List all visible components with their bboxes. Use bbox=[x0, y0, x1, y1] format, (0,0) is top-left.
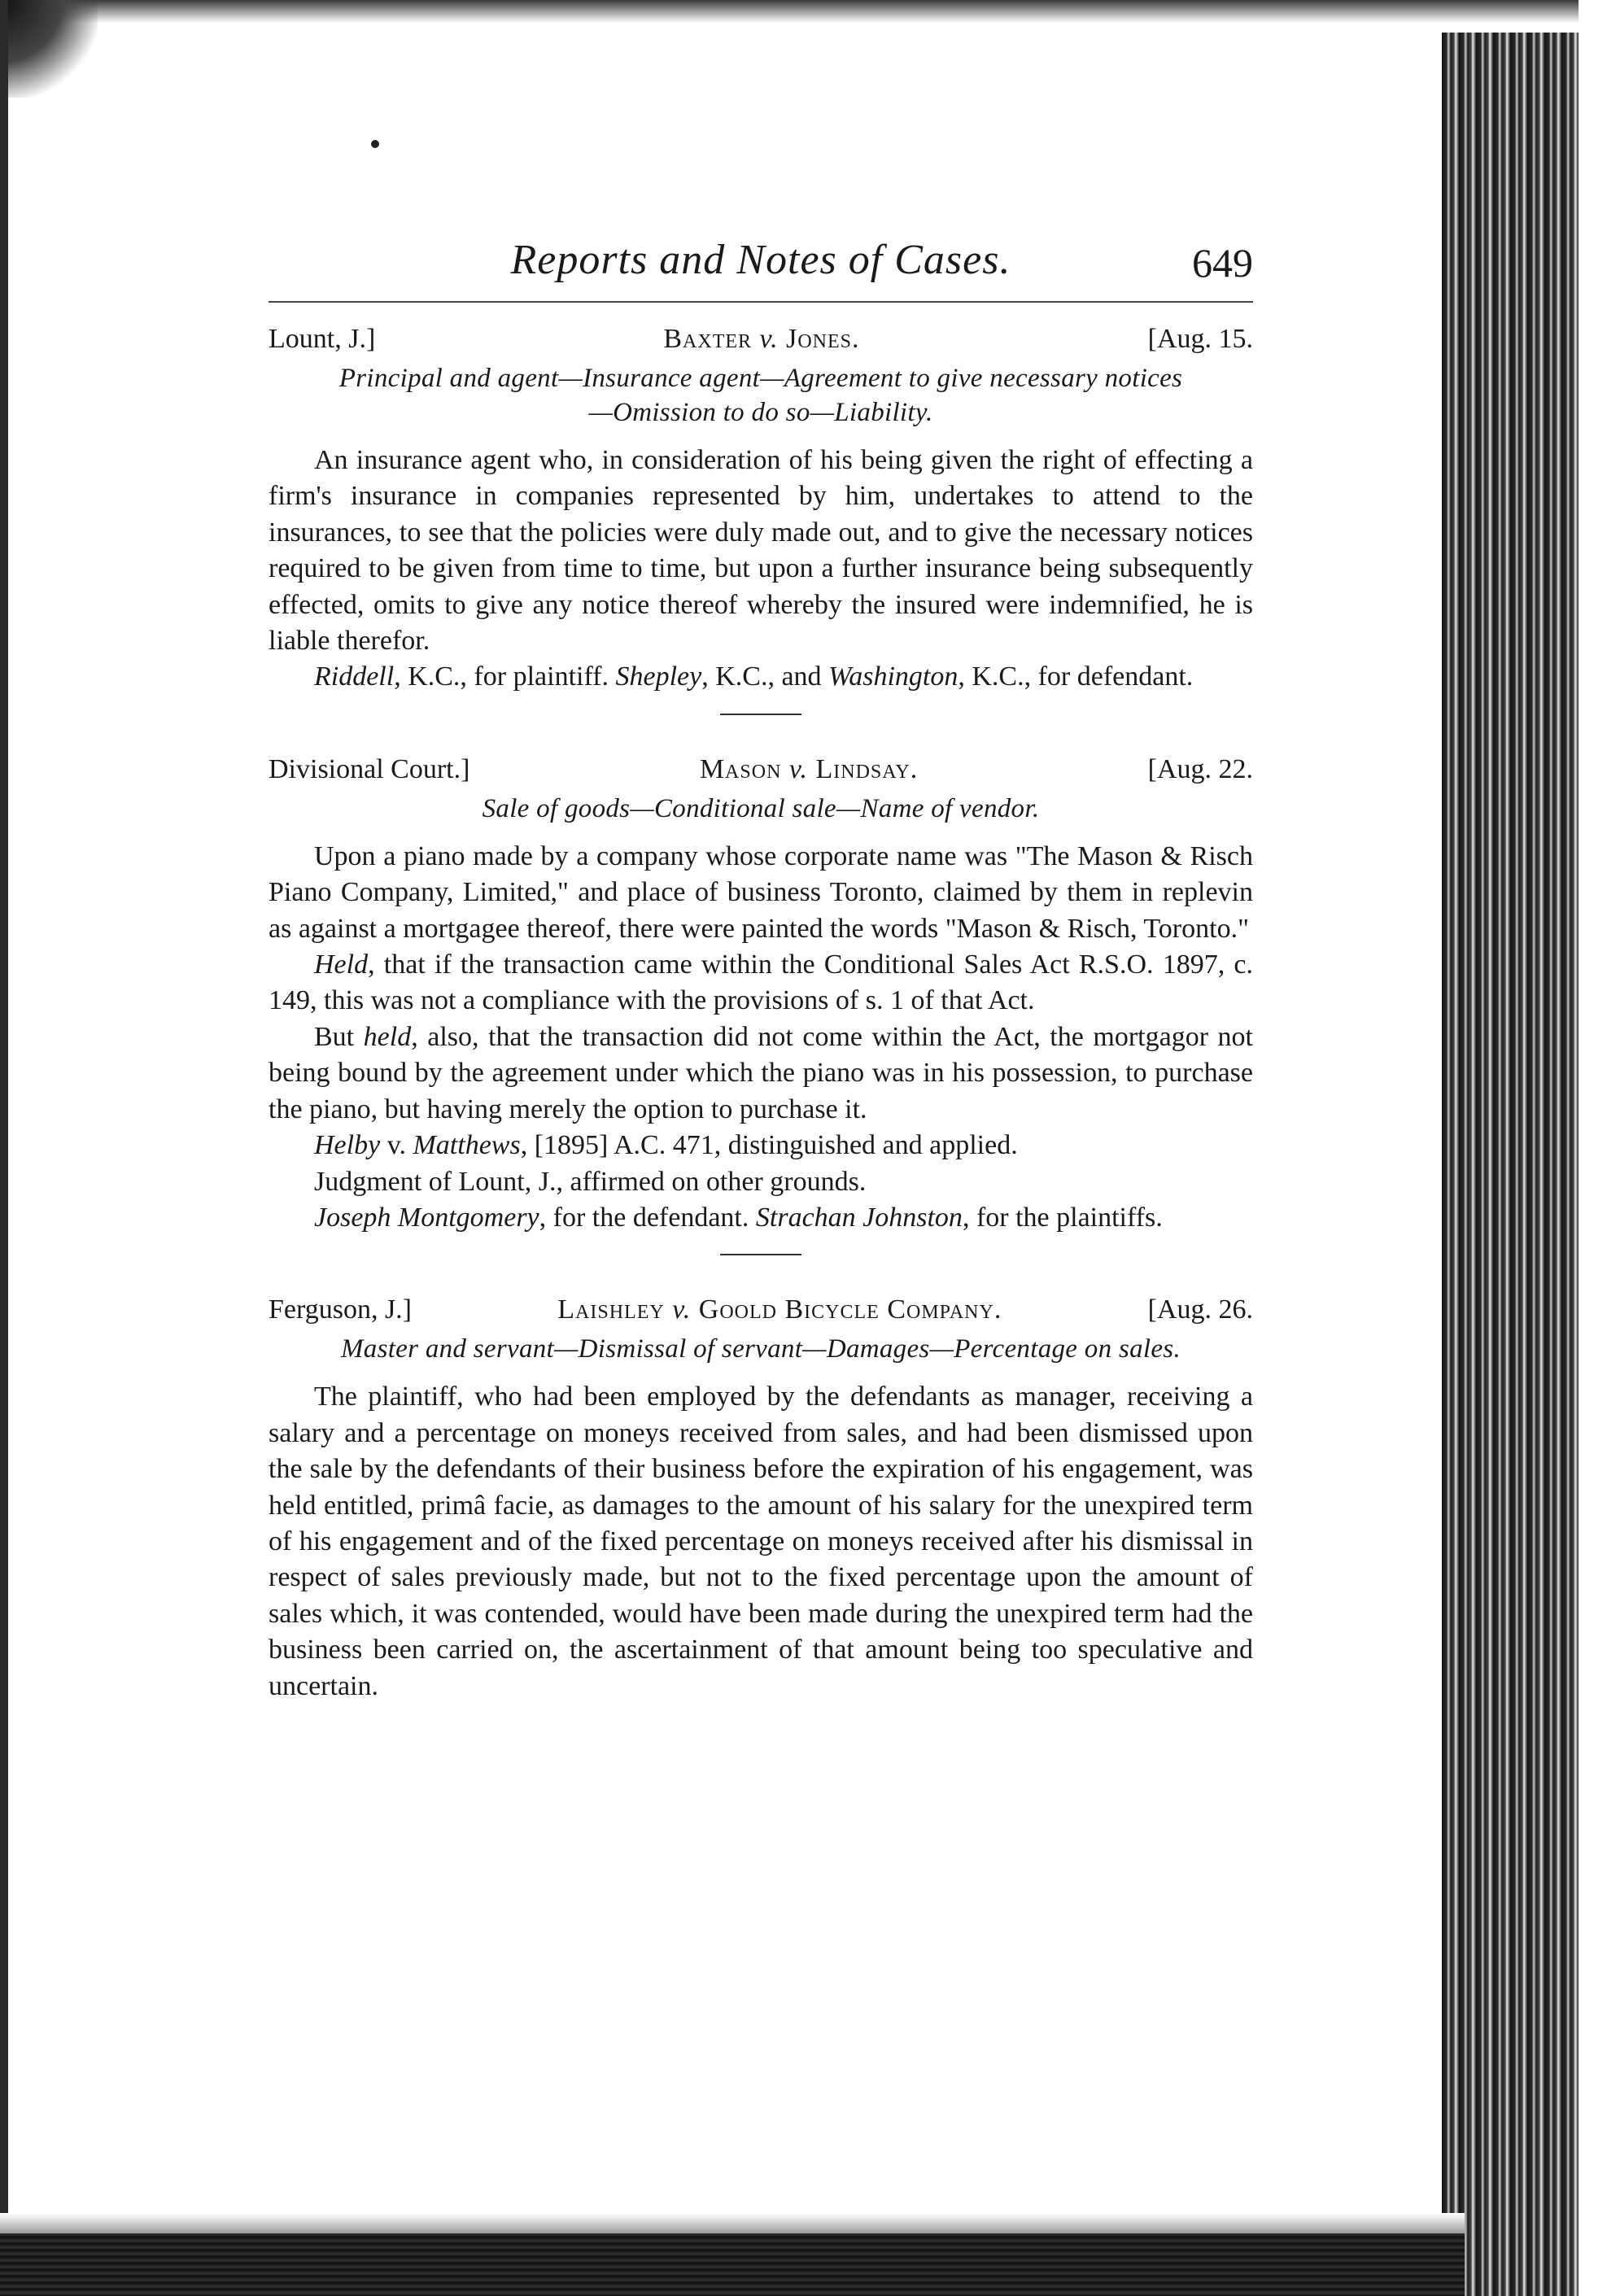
citation-text: , [1895] A.C. 471, distinguished and applied. bbox=[520, 1130, 1018, 1161]
case-holding bbox=[269, 1019, 1253, 1128]
case-parties bbox=[663, 324, 859, 355]
scan-top-edge bbox=[0, 0, 1607, 23]
counsel-text: , K.C., and bbox=[701, 661, 829, 692]
case-heading bbox=[269, 754, 1253, 785]
counsel-name: Washington bbox=[828, 661, 959, 692]
counsel-text: , K.C., for defendant. bbox=[958, 661, 1194, 692]
case-counsel bbox=[269, 1200, 1253, 1236]
citation-text: v. bbox=[380, 1130, 413, 1161]
case-parties bbox=[557, 1294, 1002, 1325]
running-title: Reports and Notes of Cases. bbox=[510, 237, 1011, 283]
cited-party: Helby bbox=[314, 1130, 381, 1161]
counsel-name: Riddell bbox=[314, 661, 395, 692]
party-plaintiff: Mason bbox=[699, 753, 782, 784]
versus: v. bbox=[672, 1294, 692, 1325]
case-citation bbox=[269, 1128, 1253, 1163]
counsel-text: , K.C., for plaintiff. bbox=[394, 661, 616, 692]
case-summary: The plaintiff, who had been employed by the defendants as manager, receiving a salary and a percentage on moneys received from sales, and had been dismissed upon the sale by the defendants of their business before the expiration of his engagement, was held entitled, primâ facie, as damages to the amount of his salary for the unexpired term of his engagement and of the fixed percentage on moneys received after his dismissal in respect of sales previously made, but not to the fixed percentage upon the amount of sales which, it was contended, would have been made during the unexpired term had the business been carried on, the ascertainment of that amount being too speculative and uncertain. bbox=[269, 1382, 1253, 1701]
holding-text: , also, that the transaction did not come within the Act, the mortgagor not being bound by the agreement under which the piano was in his possession, to purchase the piano, but having merely the option to purchase it. bbox=[269, 1021, 1254, 1124]
case-judge: Ferguson, J.] bbox=[269, 1294, 412, 1325]
catchwords-line: —Omission to do so—Liability. bbox=[588, 398, 933, 427]
page-number: 649 bbox=[1192, 240, 1253, 286]
case-laishley-v-goold bbox=[269, 1294, 1253, 1705]
page-body bbox=[269, 228, 1253, 1705]
running-head bbox=[269, 228, 1253, 293]
case-heading bbox=[269, 1294, 1253, 1325]
counsel-text: , for the defendant. bbox=[539, 1202, 756, 1233]
case-date: [Aug. 26. bbox=[1147, 1294, 1253, 1325]
case-divider bbox=[720, 714, 801, 715]
holding-text: , that if the transaction came within the Conditional Sales Act R.S.O. 1897, c. 149, this was not a compliance with the provisions of s. 1 of that Act. bbox=[269, 949, 1253, 1016]
case-summary: Upon a piano made by a company whose corporate name was "The Mason & Risch Piano Company, Limited," and place of business Toronto, claimed by them in replevin as against a mortgagee thereof, there were painted the words "Mason & Risch, Toronto." bbox=[269, 840, 1253, 944]
party-defendant: Jones. bbox=[786, 324, 860, 354]
scan-corner-shadow bbox=[0, 0, 98, 98]
holding-text: But bbox=[314, 1021, 364, 1052]
case-judge: Divisional Court.] bbox=[269, 753, 470, 784]
case-mason-v-lindsay bbox=[269, 754, 1253, 1236]
case-parties bbox=[700, 754, 918, 785]
case-date: [Aug. 15. bbox=[1147, 324, 1253, 354]
case-counsel bbox=[269, 659, 1253, 695]
case-date: [Aug. 22. bbox=[1147, 753, 1253, 784]
counsel-name: Joseph Montgomery bbox=[314, 1202, 539, 1233]
versus: v. bbox=[759, 324, 779, 354]
case-divider bbox=[720, 1254, 801, 1255]
counsel-name: Strachan Johnston bbox=[755, 1202, 963, 1233]
counsel-text: , for the plaintiffs. bbox=[962, 1202, 1163, 1233]
case-catchwords bbox=[269, 1332, 1253, 1366]
counsel-name: Shepley bbox=[615, 661, 702, 692]
scan-left-edge bbox=[0, 0, 8, 2296]
case-summary: An insurance agent who, in consideration of his being given the right of effecting a firm's insurance in companies represented by him, undertakes to attend to the insurances, to see that the policies were duly made out, and to give the necessary notices required to be given from time to time, but upon a further insurance being subsequently effected, omits to give any notice thereof whereby the insured were indemnified, he is liable therefor. bbox=[269, 445, 1253, 657]
held-word: Held bbox=[314, 949, 369, 980]
catchwords-line: Sale of goods—Conditional sale—Name of vendor. bbox=[482, 793, 1040, 823]
catchwords-line: Master and servant—Dismissal of servant—Damages—Percentage on sales. bbox=[340, 1334, 1181, 1364]
party-plaintiff: Laishley bbox=[557, 1294, 665, 1325]
case-catchwords bbox=[269, 792, 1253, 826]
case-judgment: Judgment of Lount, J., affirmed on other grounds. bbox=[314, 1166, 867, 1197]
party-defendant: Lindsay. bbox=[815, 753, 919, 784]
case-catchwords bbox=[269, 361, 1253, 430]
case-heading bbox=[269, 324, 1253, 355]
versus: v. bbox=[788, 753, 808, 784]
party-plaintiff: Baxter bbox=[663, 324, 753, 354]
party-defendant: Goold Bicycle Company. bbox=[698, 1294, 1002, 1325]
case-judge: Lount, J.] bbox=[269, 324, 376, 354]
case-baxter-v-jones bbox=[269, 324, 1253, 696]
ink-spot bbox=[371, 140, 379, 148]
cited-party: Matthews bbox=[413, 1130, 521, 1161]
header-rule bbox=[269, 301, 1253, 303]
catchwords-line: Principal and agent—Insurance agent—Agreement to give necessary notices bbox=[338, 364, 1183, 393]
case-holding bbox=[269, 947, 1253, 1019]
held-word: held bbox=[363, 1021, 412, 1052]
scan-bottom-edge bbox=[0, 2233, 1465, 2296]
scan-right-margin bbox=[1579, 0, 1607, 2296]
